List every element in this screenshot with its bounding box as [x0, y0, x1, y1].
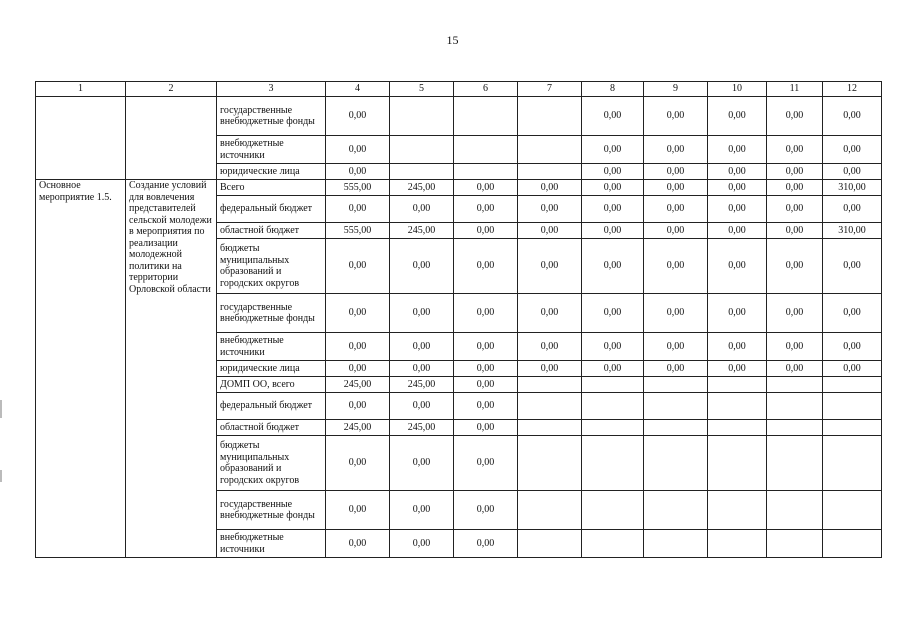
funding-source-cell: областной бюджет: [217, 223, 326, 239]
amount-cell: 0,00: [823, 97, 882, 136]
amount-cell: 0,00: [326, 491, 390, 530]
amount-cell: 0,00: [454, 333, 518, 361]
funding-source-cell: областной бюджет: [217, 420, 326, 436]
amount-cell: 0,00: [767, 223, 823, 239]
amount-cell: [767, 436, 823, 491]
amount-cell: [644, 436, 708, 491]
amount-cell: 0,00: [708, 361, 767, 377]
amount-cell: [823, 393, 882, 420]
amount-cell: 0,00: [708, 294, 767, 333]
amount-cell: [518, 377, 582, 393]
amount-cell: [582, 436, 644, 491]
amount-cell: 0,00: [644, 361, 708, 377]
amount-cell: 0,00: [454, 420, 518, 436]
amount-cell: [767, 530, 823, 558]
column-header: 10: [708, 82, 767, 97]
amount-cell: 0,00: [767, 333, 823, 361]
amount-cell: 0,00: [644, 223, 708, 239]
amount-cell: 0,00: [767, 294, 823, 333]
amount-cell: [454, 164, 518, 180]
amount-cell: [823, 420, 882, 436]
amount-cell: 0,00: [518, 361, 582, 377]
amount-cell: 0,00: [644, 180, 708, 196]
amount-cell: 0,00: [767, 164, 823, 180]
amount-cell: 0,00: [708, 239, 767, 294]
amount-cell: [708, 420, 767, 436]
amount-cell: [644, 420, 708, 436]
amount-cell: 0,00: [767, 97, 823, 136]
amount-cell: [708, 436, 767, 491]
amount-cell: 0,00: [454, 491, 518, 530]
amount-cell: 0,00: [390, 436, 454, 491]
column-header: 4: [326, 82, 390, 97]
budget-table: [35, 81, 882, 558]
amount-cell: [518, 164, 582, 180]
event-description-cell: Создание условий для вовлечения представителей сельской молодежи в мероприятия по реализации молодежной политики на территории Орловской области: [126, 180, 217, 558]
amount-cell: 245,00: [390, 223, 454, 239]
column-header: 7: [518, 82, 582, 97]
amount-cell: 0,00: [823, 361, 882, 377]
amount-cell: [767, 377, 823, 393]
amount-cell: [582, 491, 644, 530]
amount-cell: [767, 420, 823, 436]
amount-cell: 0,00: [454, 361, 518, 377]
scan-edge-mark: [0, 470, 2, 482]
amount-cell: 0,00: [823, 239, 882, 294]
column-header: 6: [454, 82, 518, 97]
column-header: 1: [36, 82, 126, 97]
amount-cell: [582, 377, 644, 393]
amount-cell: 0,00: [390, 361, 454, 377]
amount-cell: 0,00: [326, 239, 390, 294]
amount-cell: [582, 393, 644, 420]
amount-cell: 0,00: [644, 164, 708, 180]
amount-cell: 0,00: [454, 393, 518, 420]
funding-source-cell: бюджеты муниципальных образований и городских округов: [217, 239, 326, 294]
amount-cell: [644, 393, 708, 420]
amount-cell: 0,00: [767, 180, 823, 196]
column-header: 9: [644, 82, 708, 97]
amount-cell: 0,00: [326, 361, 390, 377]
amount-cell: 0,00: [326, 294, 390, 333]
amount-cell: [518, 436, 582, 491]
funding-source-cell: юридические лица: [217, 164, 326, 180]
amount-cell: [644, 491, 708, 530]
amount-cell: 0,00: [582, 97, 644, 136]
amount-cell: [518, 136, 582, 164]
amount-cell: [582, 530, 644, 558]
event-title-cell: Основное мероприятие 1.5.: [36, 180, 126, 558]
amount-cell: [708, 393, 767, 420]
amount-cell: 0,00: [582, 223, 644, 239]
amount-cell: 0,00: [582, 294, 644, 333]
amount-cell: 0,00: [644, 97, 708, 136]
amount-cell: 555,00: [326, 223, 390, 239]
amount-cell: 0,00: [454, 180, 518, 196]
amount-cell: [454, 136, 518, 164]
funding-source-cell: бюджеты муниципальных образований и городских округов: [217, 436, 326, 491]
amount-cell: 0,00: [454, 530, 518, 558]
amount-cell: 0,00: [326, 436, 390, 491]
amount-cell: 0,00: [518, 180, 582, 196]
table-row: [36, 180, 882, 196]
amount-cell: [708, 491, 767, 530]
amount-cell: 0,00: [326, 333, 390, 361]
column-header: 8: [582, 82, 644, 97]
amount-cell: 0,00: [767, 361, 823, 377]
amount-cell: 0,00: [390, 333, 454, 361]
amount-cell: 0,00: [644, 333, 708, 361]
amount-cell: [390, 164, 454, 180]
amount-cell: 0,00: [708, 97, 767, 136]
amount-cell: [823, 436, 882, 491]
column-header: 12: [823, 82, 882, 97]
amount-cell: 245,00: [390, 377, 454, 393]
amount-cell: 0,00: [708, 333, 767, 361]
amount-cell: [708, 530, 767, 558]
amount-cell: 0,00: [326, 530, 390, 558]
amount-cell: [767, 393, 823, 420]
amount-cell: 0,00: [390, 196, 454, 223]
amount-cell: 0,00: [390, 239, 454, 294]
amount-cell: [390, 136, 454, 164]
amount-cell: 0,00: [518, 223, 582, 239]
amount-cell: 0,00: [823, 164, 882, 180]
amount-cell: 0,00: [582, 333, 644, 361]
funding-source-cell: государственные внебюджетные фонды: [217, 294, 326, 333]
amount-cell: [518, 393, 582, 420]
table-header-row: [36, 82, 882, 97]
amount-cell: 0,00: [823, 136, 882, 164]
amount-cell: [454, 97, 518, 136]
amount-cell: 0,00: [644, 136, 708, 164]
amount-cell: 0,00: [823, 333, 882, 361]
funding-source-cell: внебюджетные источники: [217, 333, 326, 361]
amount-cell: 0,00: [767, 136, 823, 164]
amount-cell: [518, 97, 582, 136]
column-header: 5: [390, 82, 454, 97]
amount-cell: 0,00: [454, 239, 518, 294]
amount-cell: 0,00: [823, 294, 882, 333]
amount-cell: 245,00: [326, 420, 390, 436]
amount-cell: 0,00: [708, 164, 767, 180]
empty-cell: [36, 97, 126, 180]
amount-cell: 0,00: [582, 239, 644, 294]
amount-cell: 0,00: [326, 97, 390, 136]
column-header: 3: [217, 82, 326, 97]
amount-cell: 0,00: [518, 294, 582, 333]
funding-source-cell: государственные внебюджетные фонды: [217, 491, 326, 530]
funding-source-cell: юридические лица: [217, 361, 326, 377]
amount-cell: 0,00: [708, 223, 767, 239]
amount-cell: 0,00: [708, 196, 767, 223]
amount-cell: 0,00: [390, 393, 454, 420]
empty-cell: [126, 97, 217, 180]
amount-cell: 0,00: [326, 164, 390, 180]
amount-cell: 0,00: [582, 180, 644, 196]
amount-cell: [518, 420, 582, 436]
column-header: 11: [767, 82, 823, 97]
amount-cell: 0,00: [582, 136, 644, 164]
amount-cell: [518, 530, 582, 558]
page-number: 15: [446, 33, 459, 47]
amount-cell: 0,00: [454, 196, 518, 223]
amount-cell: 310,00: [823, 180, 882, 196]
amount-cell: 245,00: [326, 377, 390, 393]
amount-cell: [518, 491, 582, 530]
table-row: [36, 97, 882, 136]
amount-cell: 0,00: [518, 239, 582, 294]
funding-source-cell: государственные внебюджетные фонды: [217, 97, 326, 136]
amount-cell: 0,00: [518, 333, 582, 361]
amount-cell: 0,00: [326, 136, 390, 164]
amount-cell: 0,00: [454, 223, 518, 239]
amount-cell: 555,00: [326, 180, 390, 196]
funding-source-cell: внебюджетные источники: [217, 136, 326, 164]
amount-cell: 0,00: [708, 136, 767, 164]
amount-cell: 0,00: [767, 239, 823, 294]
amount-cell: 0,00: [767, 196, 823, 223]
amount-cell: [644, 530, 708, 558]
amount-cell: 0,00: [390, 491, 454, 530]
amount-cell: 0,00: [326, 196, 390, 223]
amount-cell: 245,00: [390, 420, 454, 436]
column-header: 2: [126, 82, 217, 97]
amount-cell: 0,00: [582, 164, 644, 180]
funding-source-cell: ДОМП ОО, всего: [217, 377, 326, 393]
funding-source-cell: внебюджетные источники: [217, 530, 326, 558]
scan-edge-mark: [0, 400, 2, 418]
amount-cell: 0,00: [582, 361, 644, 377]
funding-source-cell: Всего: [217, 180, 326, 196]
amount-cell: 0,00: [644, 196, 708, 223]
funding-source-cell: федеральный бюджет: [217, 196, 326, 223]
amount-cell: 310,00: [823, 223, 882, 239]
amount-cell: 0,00: [708, 180, 767, 196]
amount-cell: [823, 491, 882, 530]
amount-cell: 0,00: [454, 436, 518, 491]
amount-cell: 0,00: [326, 393, 390, 420]
amount-cell: [644, 377, 708, 393]
amount-cell: [823, 377, 882, 393]
amount-cell: 0,00: [518, 196, 582, 223]
amount-cell: 0,00: [454, 377, 518, 393]
funding-source-cell: федеральный бюджет: [217, 393, 326, 420]
amount-cell: [390, 97, 454, 136]
amount-cell: 0,00: [390, 294, 454, 333]
amount-cell: 0,00: [644, 294, 708, 333]
amount-cell: 0,00: [454, 294, 518, 333]
amount-cell: 245,00: [390, 180, 454, 196]
amount-cell: 0,00: [390, 530, 454, 558]
amount-cell: [823, 530, 882, 558]
amount-cell: 0,00: [823, 196, 882, 223]
amount-cell: [767, 491, 823, 530]
amount-cell: 0,00: [644, 239, 708, 294]
amount-cell: [708, 377, 767, 393]
amount-cell: 0,00: [582, 196, 644, 223]
amount-cell: [582, 420, 644, 436]
